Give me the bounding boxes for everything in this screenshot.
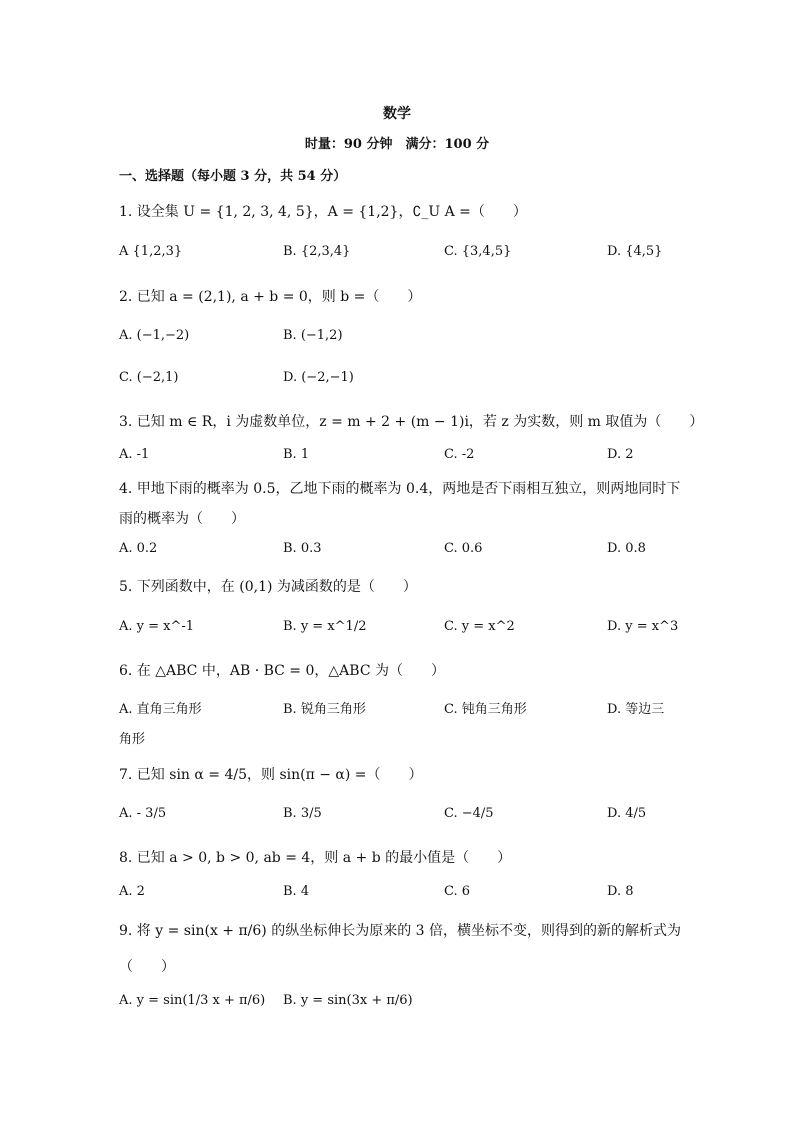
- question-1-option-c: C. {3,4,5}: [444, 244, 512, 259]
- question-3-stem: 3. 已知 m ∈ R，i 为虚数单位，z = m + 2 + (m − 1)i，若 z 为实数，则 m 取值为（ ）: [119, 414, 704, 430]
- question-1-option-d: D. {4,5}: [607, 244, 663, 259]
- exam-info: 时量：90 分钟 满分：100 分: [304, 137, 490, 152]
- question-1-option-a: A {1,2,3}: [119, 244, 183, 259]
- question-5-option-b: B. y = x^1/2: [283, 619, 367, 634]
- question-1-stem: 1. 设全集 U = {1, 2, 3, 4, 5}，A = {1,2}，∁_U A =（ ）: [119, 204, 527, 220]
- question-2-option-d: D. (−2,−1): [283, 370, 354, 385]
- question-4-stem-line2: 雨的概率为（ ）: [119, 511, 245, 527]
- question-3-option-b: B. 1: [283, 447, 310, 462]
- question-5-option-d: D. y = x^3: [607, 619, 679, 634]
- question-3-option-a: A. -1: [119, 447, 150, 462]
- question-6-option-b: B. 锐角三角形: [283, 702, 366, 717]
- question-7-option-d: D. 4/5: [607, 806, 647, 821]
- question-5-option-a: A. y = x^-1: [119, 619, 195, 634]
- page-title: 数学: [383, 106, 411, 122]
- question-9-stem-line1: 9. 将 y = sin(x + π/6) 的纵坐标伸长为原来的 3 倍，横坐标不变，则得到的新的解析式为: [119, 923, 682, 939]
- question-8-option-b: B. 4: [283, 884, 310, 899]
- question-9-stem-line2: （ ）: [119, 959, 175, 975]
- question-4-option-d: D. 0.8: [607, 541, 646, 556]
- question-2-option-a: A. (−1,−2): [119, 328, 190, 343]
- question-7-option-b: B. 3/5: [283, 806, 322, 821]
- question-8-stem: 8. 已知 a > 0, b > 0, ab = 4，则 a + b 的最小值是（ ）: [119, 850, 512, 866]
- question-9-option-b: B. y = sin(3x + π/6): [283, 993, 413, 1008]
- question-7-option-c: C. −4/5: [444, 806, 494, 821]
- question-7-option-a: A. - 3/5: [119, 806, 167, 821]
- question-6-option-d: D. 等边三: [607, 702, 665, 717]
- question-2-option-c: C. (−2,1): [119, 370, 179, 385]
- question-3-option-c: C. -2: [444, 447, 475, 462]
- question-5-option-c: C. y = x^2: [444, 619, 515, 634]
- question-5-stem: 5. 下列函数中，在 (0,1) 为减函数的是（ ）: [119, 579, 417, 595]
- question-4-option-a: A. 0.2: [119, 541, 158, 556]
- question-8-option-c: C. 6: [444, 884, 471, 899]
- question-8-option-d: D. 8: [607, 884, 634, 899]
- question-6-option-d-wrap: 角形: [119, 732, 146, 747]
- question-3-option-d: D. 2: [607, 447, 634, 462]
- question-6-option-a: A. 直角三角形: [119, 702, 202, 717]
- question-8-option-a: A. 2: [119, 884, 145, 899]
- question-6-option-c: C. 钝角三角形: [444, 702, 527, 717]
- question-9-option-a: A. y = sin(1/3 x + π/6): [119, 993, 266, 1008]
- question-7-stem: 7. 已知 sin α = 4/5，则 sin(π − α) =（ ）: [119, 767, 423, 783]
- question-4-option-c: C. 0.6: [444, 541, 483, 556]
- question-6-stem: 6. 在 △ABC 中，AB · BC = 0，△ABC 为（ ）: [119, 663, 445, 679]
- question-2-option-b: B. (−1,2): [283, 328, 343, 343]
- question-1-option-b: B. {2,3,4}: [283, 244, 351, 259]
- question-4-option-b: B. 0.3: [283, 541, 322, 556]
- section-heading: 一、选择题（每小题 3 分，共 54 分）: [119, 169, 347, 184]
- question-4-stem-line1: 4. 甲地下雨的概率为 0.5，乙地下雨的概率为 0.4，两地是否下雨相互独立，则两地同时下: [119, 481, 681, 497]
- question-2-stem: 2. 已知 a = (2,1), a + b = 0，则 b =（ ）: [119, 289, 422, 305]
